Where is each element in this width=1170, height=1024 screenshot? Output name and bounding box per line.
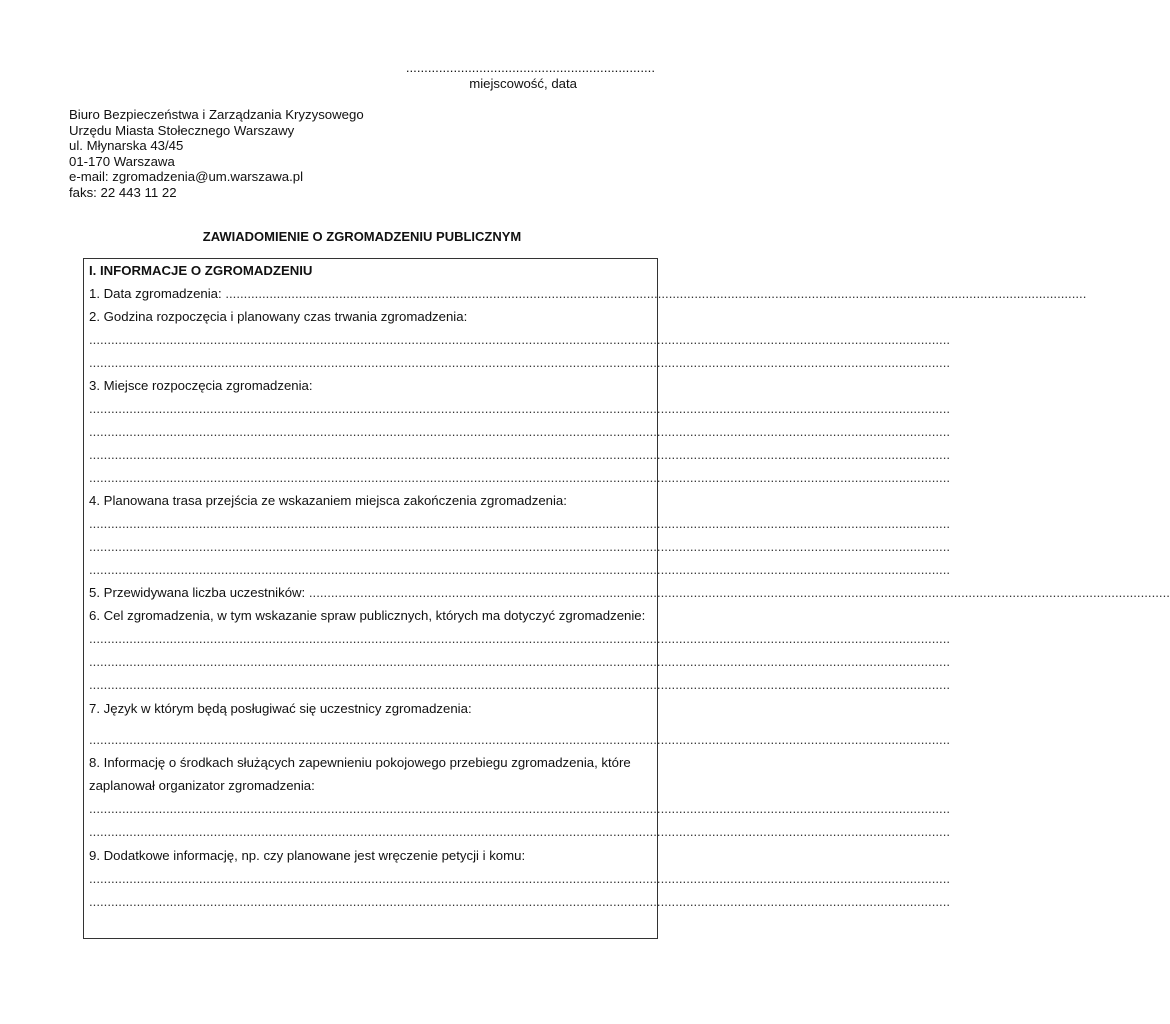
- assembly-info-form: [83, 258, 1170, 939]
- question-additional-info: 9. Dodatkowe informację, np. czy planowane jest wręczenie petycji i komu:: [89, 848, 526, 863]
- address-line: faks: 22 443 11 22: [69, 184, 177, 200]
- place-date-dots[interactable]: ....................................................................: [405, 60, 655, 75]
- question-label: 1. Data zgromadzenia:: [89, 286, 226, 301]
- answer-line[interactable]: ...........................................................................................................................................................................................................................................: [89, 401, 951, 416]
- address-line: ul. Młynarska 43/45: [69, 138, 184, 153]
- answer-line[interactable]: ...........................................................................................................................................................................................................................................: [89, 332, 951, 347]
- answer-line[interactable]: ...........................................................................................................................................................................................................................................: [308, 585, 1170, 600]
- answer-line[interactable]: ...........................................................................................................................................................................................................................................: [89, 677, 951, 692]
- answer-line[interactable]: ...........................................................................................................................................................................................................................................: [89, 732, 951, 747]
- address-line: Biuro Bezpieczeństwa i Zarządzania Kryzysowego: [69, 107, 364, 122]
- question-time-duration: 2. Godzina rozpoczęcia i planowany czas trwania zgromadzenia:: [89, 309, 468, 324]
- answer-line[interactable]: ...........................................................................................................................................................................................................................................: [225, 286, 1087, 301]
- answer-line[interactable]: ...........................................................................................................................................................................................................................................: [89, 654, 951, 669]
- question-route: 4. Planowana trasa przejścia ze wskazaniem miejsca zakończenia zgromadzenia:: [89, 493, 567, 508]
- answer-line[interactable]: ...........................................................................................................................................................................................................................................: [89, 562, 951, 577]
- section-title: I. INFORMACJE O ZGROMADZENIU: [89, 263, 313, 278]
- place-date-label: miejscowość, data: [469, 76, 577, 91]
- question-date[interactable]: [89, 285, 1087, 302]
- document-title: ZAWIADOMIENIE O ZGROMADZENIU PUBLICZNYM: [202, 229, 522, 244]
- answer-line[interactable]: ...........................................................................................................................................................................................................................................: [89, 824, 951, 839]
- answer-line[interactable]: ...........................................................................................................................................................................................................................................: [89, 539, 951, 554]
- question-start-place: 3. Miejsce rozpoczęcia zgromadzenia:: [89, 378, 313, 393]
- address-line: e-mail: zgromadzenia@um.warszawa.pl: [69, 169, 303, 184]
- question-purpose: 6. Cel zgromadzenia, w tym wskazanie spraw publicznych, których ma dotyczyć zgromadzenie:: [89, 608, 646, 623]
- answer-line[interactable]: ...........................................................................................................................................................................................................................................: [89, 424, 951, 439]
- place-date-block: [400, 60, 655, 92]
- recipient-address: [69, 107, 364, 200]
- address-line: 01-170 Warszawa: [69, 153, 175, 169]
- address-line: Urzędu Miasta Stołecznego Warszawy: [69, 122, 295, 138]
- answer-line[interactable]: ...........................................................................................................................................................................................................................................: [89, 801, 951, 816]
- question-language: 7. Język w którym będą posługiwać się uczestnicy zgromadzenia:: [89, 701, 472, 716]
- question-safety-measures: 8. Informację o środkach służących zapewnieniu pokojowego przebiegu zgromadzenia, które: [89, 755, 631, 770]
- answer-line[interactable]: ...........................................................................................................................................................................................................................................: [89, 894, 951, 909]
- question-label: 5. Przewidywana liczba uczestników:: [89, 585, 309, 600]
- answer-line[interactable]: ...........................................................................................................................................................................................................................................: [89, 871, 951, 886]
- answer-line[interactable]: ...........................................................................................................................................................................................................................................: [89, 470, 951, 485]
- answer-line[interactable]: ...........................................................................................................................................................................................................................................: [89, 355, 951, 370]
- question-safety-measures-cont: zaplanował organizator zgromadzenia:: [89, 778, 315, 793]
- question-participants[interactable]: [89, 584, 1170, 601]
- answer-line[interactable]: ...........................................................................................................................................................................................................................................: [89, 516, 951, 531]
- answer-line[interactable]: ...........................................................................................................................................................................................................................................: [89, 447, 951, 462]
- answer-line[interactable]: ...........................................................................................................................................................................................................................................: [89, 631, 951, 646]
